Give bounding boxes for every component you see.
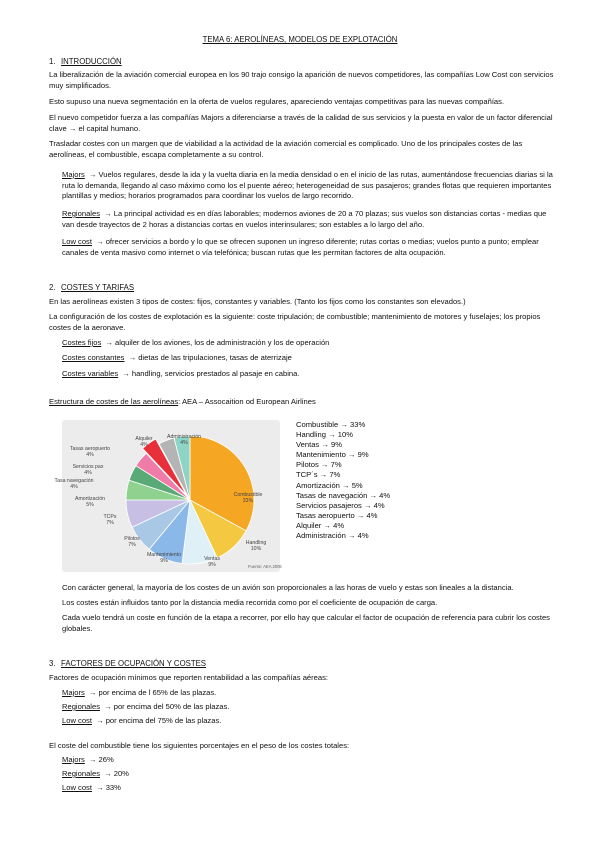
cost-structure-caption xyxy=(49,397,556,408)
slice-label: Tasas aeropuerto xyxy=(69,446,111,452)
section-number: 1. xyxy=(49,57,56,66)
slice-value-label: 4% xyxy=(84,470,92,476)
paragraph: El coste del combustible tiene los siguientes porcentajes en el peso de los costes totales: xyxy=(49,741,350,750)
term-text: 20% xyxy=(113,769,129,778)
term-label: Costes fijos xyxy=(62,338,102,347)
slice-value-label: 10% xyxy=(250,546,262,552)
paragraph: En las aerolíneas existen 3 tipos de costes: fijos, constantes y variables. (Tanto los fijos como los constantes son elevados.) xyxy=(49,297,466,306)
term-label: Regionales xyxy=(62,769,100,778)
arrow-icon: → xyxy=(104,702,112,711)
slice-value-label: 7% xyxy=(128,542,136,548)
arrow-icon: → xyxy=(104,769,112,778)
section-number: 3. xyxy=(49,659,56,668)
occupancy-regionales xyxy=(62,702,556,713)
term-label: Regionales xyxy=(62,702,100,711)
slice-value-label: 7% xyxy=(106,520,114,526)
arrow-icon: → xyxy=(104,209,112,218)
term-label: Majors xyxy=(62,755,85,764)
arrow-icon: → xyxy=(88,755,97,764)
section-3-heading xyxy=(49,659,206,670)
term-text: handling, servicios prestados al pasaje en cabina. xyxy=(131,369,300,378)
cost-pie-chart xyxy=(54,420,282,572)
paragraph: Los costes están influidos tanto por la distancia media recorrida como por el coeficiente de ocupación de carga. xyxy=(62,598,438,607)
slice-label: Tasa navegación xyxy=(54,478,94,484)
model-lowcost xyxy=(62,237,556,258)
page-title: TEMA 6: AEROLÍNEAS, MODELOS DE EXPLOTACIÓN xyxy=(202,35,398,44)
pie-chart-svg xyxy=(54,420,282,572)
cost-fijos xyxy=(62,338,556,349)
list-item: Amortización → 5% xyxy=(296,480,363,490)
arrow-icon: → xyxy=(88,688,97,697)
term-text: por encima del 75% de las plazas. xyxy=(105,716,222,725)
arrow-icon: → xyxy=(122,369,130,378)
list-item: Pilotos → 7% xyxy=(296,460,342,470)
fuel-regionales xyxy=(62,769,556,780)
term-label: Regionales xyxy=(62,209,100,218)
list-item: Combustible → 33% xyxy=(296,420,366,429)
term-label: Majors xyxy=(62,688,85,697)
slice-value-label: 5% xyxy=(86,502,94,508)
list-item: Ventas → 9% xyxy=(296,440,343,450)
term-text: por encima de l 65% de las plazas. xyxy=(98,688,217,697)
term-text: 33% xyxy=(105,783,121,792)
slice-label: Ventas xyxy=(204,556,220,562)
list-item: Tasas aeropuerto → 4% xyxy=(296,510,378,520)
section-2-heading xyxy=(49,283,134,294)
term-label: Costes constantes xyxy=(62,353,125,362)
slice-value-label: 4% xyxy=(70,484,78,490)
paragraph: Factores de ocupación mínimos que reporten rentabilidad a las compañías aéreas: xyxy=(49,673,329,682)
list-item: Handling → 10% xyxy=(296,430,353,440)
fuel-majors xyxy=(62,755,556,766)
slice-label: TCPs xyxy=(103,514,117,520)
slice-label: Servicios pax xyxy=(72,464,104,470)
cost-variables xyxy=(62,369,556,380)
list-item: Mantenimiento → 9% xyxy=(296,450,369,460)
term-text: dietas de las tripulaciones, tasas de aterrizaje xyxy=(138,353,292,362)
occupancy-majors xyxy=(62,688,556,699)
arrow-icon: → xyxy=(128,353,137,362)
list-item: Tasas de navegación → 4% xyxy=(296,490,391,500)
arrow-icon: → xyxy=(96,716,104,725)
term-text: Vuelos regulares, desde la ida y la vuelta diaria en la media densidad o en el inicio de las rutas, aumentándose frecuencias diarias si la ruta lo demanda, llegando al caso máximo como los el puente aéreo; heterogeneidad de sus pasajeros; grandes flotas que requieren importantes plantillas y medios; horarios programados para coordinar los vuelos de largo recorrido. xyxy=(62,170,553,201)
paragraph: Trasladar costes con un margen que de viabilidad a la actividad de la aviación comercial es complicado. Uno de los principales costes de las aerolíneas, el combustible, escapa completamente a su control. xyxy=(49,139,523,159)
caption-label: Estructura de costes de las aerolíneas xyxy=(49,397,179,406)
caption-text: : AEA – Assocaition od European Airlines xyxy=(178,397,316,406)
term-label: Low cost xyxy=(62,716,92,725)
slice-label: Administración xyxy=(166,434,202,440)
paragraph: Cada vuelo tendrá un coste en función de la etapa a recorrer, por ello hay que calcular el factor de ocupación de referencia para cubrir los costes globales. xyxy=(62,613,550,633)
chart-source: Fuente: AEA 2006 xyxy=(248,564,282,569)
term-text: La principal actividad es en días laborables; modernos aviones de 20 a 70 plazas; sus vuelos son distancias cortas - medias que van desde trayectos de 2 horas a distancias cortas en vuelos interinsulares; son estables a lo largo del año. xyxy=(62,209,547,229)
occupancy-lowcost xyxy=(62,716,556,727)
term-label: Low cost xyxy=(62,237,92,246)
section-title: INTRODUCCIÓN xyxy=(61,57,122,66)
slice-label: Pilotos xyxy=(124,536,140,542)
list-item: Administración → 4% xyxy=(296,531,369,541)
slice-value-label: 9% xyxy=(208,562,216,568)
slice-label: Combustible xyxy=(233,492,263,498)
term-label: Majors xyxy=(62,170,85,179)
section-1-heading xyxy=(49,57,122,68)
list-item: Alquiler → 4% xyxy=(296,520,345,530)
fuel-lowcost xyxy=(62,783,556,794)
slice-label: Amortización xyxy=(75,496,105,502)
term-label: Costes variables xyxy=(62,369,119,378)
paragraph: El nuevo competidor fuerza a las compañías Majors a diferenciarse a través de la calidad de sus servicios y la puesta en valor de un factor diferencial clave → el capital humano. xyxy=(49,113,553,133)
slice-value-label: 4% xyxy=(86,452,94,458)
term-label: Low cost xyxy=(62,783,92,792)
slice-label: Mantenimiento xyxy=(146,552,182,558)
paragraph: Con carácter general, la mayoría de los costes de un avión son proporcionales a las horas de vuelo y estas son lineales a la distancia. xyxy=(62,583,514,592)
cost-constantes xyxy=(62,353,556,364)
term-text: por encima del 50% de las plazas. xyxy=(113,702,230,711)
section-title: FACTORES DE OCUPACIÓN Y COSTES xyxy=(61,659,206,668)
cost-breakdown-list xyxy=(296,420,390,541)
arrow-icon: → xyxy=(96,237,104,246)
model-majors xyxy=(62,170,556,202)
term-text: 26% xyxy=(98,755,114,764)
model-regionales xyxy=(62,209,556,230)
section-number: 2. xyxy=(49,283,56,292)
paragraph: Esto supuso una nueva segmentación en la oferta de vuelos regulares, apareciendo ventajas competitivas para las nuevas compañías. xyxy=(49,97,505,106)
arrow-icon: → xyxy=(105,338,113,347)
list-item: Servicios pasajeros → 4% xyxy=(296,500,385,510)
arrow-icon: → xyxy=(88,170,97,179)
slice-value-label: 9% xyxy=(160,558,168,564)
slice-label: Alquiler xyxy=(135,436,153,442)
term-text: alquiler de los aviones, los de administración y los de operación xyxy=(114,338,330,347)
term-text: ofrecer servicios a bordo y lo que se ofrecen suponen un ingreso diferente; rutas cortas o medias; vuelos punto a punto; emplear canales de venta masivo como internet o vía telefónica; buscan rutas que les permitan factores de alta ocupación. xyxy=(62,237,539,257)
section-title: COSTES Y TARIFAS xyxy=(61,283,135,292)
slice-value-label: 4% xyxy=(180,440,188,446)
paragraph: La liberalización de la aviación comercial europea en los 90 trajo consigo la aparición de nuevos competidores, las compañías Low Cost con servicios muy simplificados. xyxy=(49,70,554,90)
slice-label: Handling xyxy=(245,540,267,546)
slice-value-label: 33% xyxy=(242,498,254,504)
list-item: TCP´s → 7% xyxy=(296,470,341,480)
slice-value-label: 4% xyxy=(140,442,148,448)
paragraph: La configuración de los costes de explotación es la siguiente: coste tripulación; de combustible; mantenimiento de motores y fuselajes; los propios costes de la aeronave. xyxy=(49,312,541,332)
arrow-icon: → xyxy=(96,783,104,792)
